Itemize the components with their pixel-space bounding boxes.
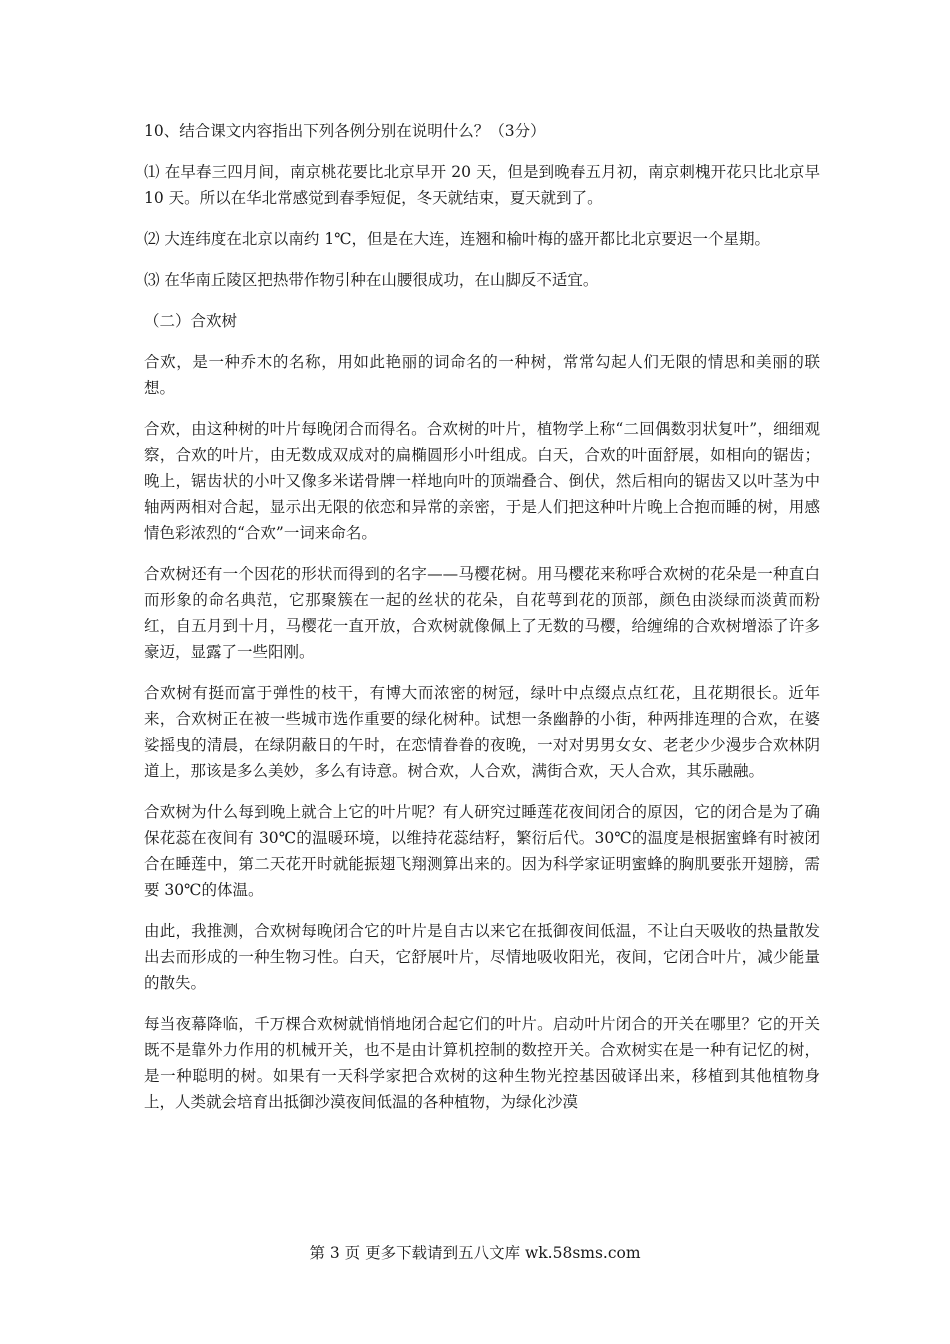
page-footer: 第 3 页 更多下载请到五八文库 wk.58sms.com — [309, 1244, 641, 1262]
question-item-1: ⑴ 在早春三四月间，南京桃花要比北京早开 20 天，但是到晚春五月初，南京刺槐开花只比北京早 10 天。所以在华北常感觉到春季短促，冬天就结束，夏天就到了。 — [144, 163, 820, 207]
question-item-2: ⑵ 大连纬度在北京以南约 1℃，但是在大连，连翘和榆叶梅的盛开都比北京要迟一个星期。 — [144, 230, 771, 248]
section-title: （二）合欢树 — [144, 312, 238, 330]
paragraph: 合欢树为什么每到晚上就合上它的叶片呢？有人研究过睡莲花夜间闭合的原因，它的闭合是为了确保花蕊在夜间有 30℃的温暖环境，以维持花蕊结籽，繁衍后代。30℃的温度是根据蜜蜂有时被闭合在睡莲中，第二天花开时就能振翅飞翔测算出来的。因为科学家证明蜜蜂的胸肌要张开翅膀，需要 30℃的体温。 — [144, 803, 820, 899]
paragraph: 每当夜幕降临，千万棵合欢树就悄悄地闭合起它们的叶片。启动叶片闭合的开关在哪里？它的开关既不是靠外力作用的机械开关，也不是由计算机控制的数控开关。合欢树实在是一种有记忆的树，是一种聪明的树。如果有一天科学家把合欢树的这种生物光控基因破译出来，移植到其他植物身上，人类就会培育出抵御沙漠夜间低温的各种植物，为绿化沙漠 — [144, 1015, 820, 1111]
question-title: 10、结合课文内容指出下列各例分别在说明什么？（3分） — [144, 122, 546, 140]
paragraph: 由此，我推测，合欢树每晚闭合它的叶片是自古以来它在抵御夜间低温，不让白天吸收的热量散发出去而形成的一种生物习性。白天，它舒展叶片，尽情地吸收阳光，夜间，它闭合叶片，减少能量的散失。 — [144, 922, 820, 992]
paragraph: 合欢，是一种乔木的名称，用如此艳丽的词命名的一种树，常常勾起人们无限的情思和美丽的联想。 — [144, 353, 820, 397]
paragraph: 合欢树还有一个因花的形状而得到的名字——马樱花树。用马樱花来称呼合欢树的花朵是一种直白而形象的命名典范，它那聚簇在一起的丝状的花朵，自花萼到花的顶部，颜色由淡绿而淡黄而粉红，自五月到十月，马樱花一直开放，合欢树就像佩上了无数的马樱，给缠绵的合欢树增添了许多豪迈，显露了一些阳刚。 — [144, 565, 820, 661]
paragraph: 合欢树有挺而富于弹性的枝干，有博大而浓密的树冠，绿叶中点缀点点红花，且花期很长。近年来，合欢树正在被一些城市选作重要的绿化树种。试想一条幽静的小街，种两排连理的合欢，在婆娑摇曳的清晨，在绿阴蔽日的午时，在恋情眷眷的夜晚，一对对男男女女、老老少少漫步合欢林阴道上，那该是多么美妙，多么有诗意。树合欢，人合欢，满街合欢，天人合欢，其乐融融。 — [144, 684, 820, 780]
paragraph: 合欢，由这种树的叶片每晚闭合而得名。合欢树的叶片，植物学上称“二回偶数羽状复叶”，细细观察，合欢的叶片，由无数成双成对的扁椭圆形小叶组成。白天，合欢的叶面舒展，如相向的锯齿；晚上，锯齿状的小叶又像多米诺骨牌一样地向叶的顶端叠合、倒伏，然后相向的锯齿又以叶茎为中轴两两相对合起，显示出无限的依恋和异常的亲密，于是人们把这种叶片晚上合抱而睡的树，用感情色彩浓烈的“合欢”一词来命名。 — [144, 420, 820, 542]
question-item-3: ⑶ 在华南丘陵区把热带作物引种在山腰很成功，在山脚反不适宜。 — [144, 271, 599, 289]
document-body — [144, 118, 820, 1130]
